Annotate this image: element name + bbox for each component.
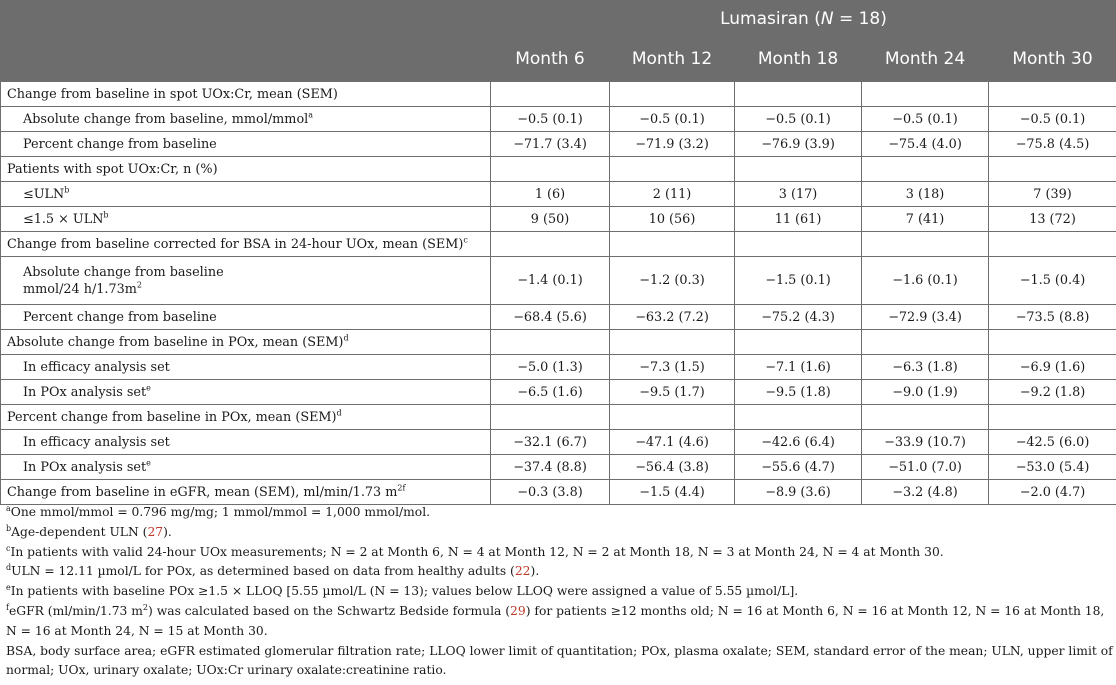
table-cell: 7 (41) — [862, 207, 989, 232]
table-cell: −42.5 (6.0) — [989, 430, 1116, 455]
table-cell: 3 (18) — [862, 182, 989, 207]
table-cell: 13 (72) — [989, 207, 1116, 232]
row-label: Absolute change from baseline mmol/24 $h/1.73m^2$ — [1, 257, 491, 305]
table-cell: −72.9 (3.4) — [862, 305, 989, 330]
table-row — [1, 257, 1116, 305]
table-cell: −37.4 (8.8) — [491, 455, 610, 480]
table-cell: −0.5 (0.1) — [735, 107, 862, 132]
table-cell: −1.5 (0.4) — [989, 257, 1116, 305]
table-cell — [862, 330, 989, 355]
row-label: In efficacy analysis set — [1, 430, 491, 455]
table-cell — [989, 232, 1116, 257]
table-cell: −0.5 (0.1) — [862, 107, 989, 132]
row-label: Absolute change from baseline, mmol/mmol$^a$ — [1, 107, 491, 132]
table-cell: −6.3 (1.8) — [862, 355, 989, 380]
table-cell: −63.2 (7.2) — [610, 305, 735, 330]
table-row — [1, 82, 1116, 107]
table-cell: −75.8 (4.5) — [989, 132, 1116, 157]
table-row — [1, 405, 1116, 430]
table-cell — [735, 82, 862, 107]
table-cell: −56.4 (3.8) — [610, 455, 735, 480]
table-cell: −75.4 (4.0) — [862, 132, 989, 157]
footnote-d: $^d$ULN = 12.11 µmol/L for POx, as determined based on data from healthy adults (22). — [6, 563, 540, 579]
table-cell: −6.5 (1.6) — [491, 380, 610, 405]
reference-link[interactable]: 22 — [514, 564, 531, 579]
table-cell: −0.3 (3.8) — [491, 480, 610, 505]
table-cell: −0.5 (0.1) — [491, 107, 610, 132]
table-row — [1, 305, 1116, 330]
row-label: $\le ULN^b$ — [1, 182, 491, 207]
row-label: Absolute change from baseline in POx, mean (SEM)$^d$ — [1, 330, 491, 355]
footnote-e: $^e$In patients with baseline POx ≥1.5 × LLOQ [5.55 µmol/L (N = 13); values below LLOQ were assigned a value of 5.55 µmol/L]. — [6, 583, 799, 599]
table-cell — [735, 232, 862, 257]
table-cell: 9 (50) — [491, 207, 610, 232]
row-label: In efficacy analysis set — [1, 355, 491, 380]
footnote-c: $^c$In patients with valid 24-hour UOx measurements; N = 2 at Month 6, N = 4 at Month 12, N = 2 at Month 18, N = 3 at Month 24, N = 4 at Month 30. — [6, 543, 944, 559]
row-label: Change from baseline in spot UOx:Cr, mean (SEM) — [1, 82, 491, 107]
table-cell: −71.9 (3.2) — [610, 132, 735, 157]
table-row — [1, 207, 1116, 232]
table-cell: −6.9 (1.6) — [989, 355, 1116, 380]
table-cell: −9.0 (1.9) — [862, 380, 989, 405]
table-cell: 7 (39) — [989, 182, 1116, 207]
table-cell — [491, 405, 610, 430]
table-cell: 3 (17) — [735, 182, 862, 207]
table-row — [1, 480, 1116, 505]
table-cell: −1.5 (4.4) — [610, 480, 735, 505]
row-label: Percent change from baseline — [1, 305, 491, 330]
table-cell — [989, 82, 1116, 107]
table-row — [1, 132, 1116, 157]
column-header: Month 30 — [989, 38, 1116, 82]
column-header: Month 24 — [862, 38, 989, 82]
table-cell: −47.1 (4.6) — [610, 430, 735, 455]
table-cell: −1.5 (0.1) — [735, 257, 862, 305]
table-row — [1, 355, 1116, 380]
table-cell: 10 (56) — [610, 207, 735, 232]
table-row — [1, 430, 1116, 455]
table-cell: −1.6 (0.1) — [862, 257, 989, 305]
table-cell — [735, 330, 862, 355]
table-row — [1, 107, 1116, 132]
table-cell: −7.1 (1.6) — [735, 355, 862, 380]
table-row — [1, 330, 1116, 355]
table-cell — [862, 82, 989, 107]
footnote-f: $^f$eGFR (ml/min/1.73 $m^2$) was calculated based on the Schwartz Bedside formula (29) for patients ≥12 months old; N = 16 at Month 6, N = 16 at Month 12, N = 16 at Month 18, N = 16 at Month 24, N = 15 at Month 30. — [6, 602, 1105, 638]
table-cell — [862, 232, 989, 257]
table-cell: −53.0 (5.4) — [989, 455, 1116, 480]
table-cell: −76.9 (3.9) — [735, 132, 862, 157]
table-cell — [989, 330, 1116, 355]
column-header: Month 18 — [735, 38, 862, 82]
table-cell: −32.1 (6.7) — [491, 430, 610, 455]
row-label: Change from baseline corrected for BSA in 24-hour UOx, mean (SEM)$^c$ — [1, 232, 491, 257]
column-header: Month 6 — [491, 38, 610, 82]
table-cell — [491, 232, 610, 257]
table-cell: −55.6 (4.7) — [735, 455, 862, 480]
table-cell — [862, 157, 989, 182]
row-label: $\le 1.5 \times ULN^b$ — [1, 207, 491, 232]
table-row — [1, 157, 1116, 182]
table-cell: −33.9 (10.7) — [862, 430, 989, 455]
table-cell — [610, 330, 735, 355]
table-cell: −9.5 (1.7) — [610, 380, 735, 405]
row-label: Patients with spot UOx:Cr, n (%) — [1, 157, 491, 182]
footnotes — [6, 503, 1114, 681]
table-cell: −9.2 (1.8) — [989, 380, 1116, 405]
table-cell: 1 (6) — [491, 182, 610, 207]
table-cell: −7.3 (1.5) — [610, 355, 735, 380]
table-cell: −3.2 (4.8) — [862, 480, 989, 505]
table-cell: −0.5 (0.1) — [610, 107, 735, 132]
table-cell — [989, 405, 1116, 430]
table-cell — [862, 405, 989, 430]
table-cell: −2.0 (4.7) — [989, 480, 1116, 505]
reference-link[interactable]: 29 — [510, 603, 526, 618]
row-label: Change from baseline in eGFR, mean (SEM), ml/min/1.73 $m^{2f}$ — [1, 480, 491, 505]
table-cell: −5.0 (1.3) — [491, 355, 610, 380]
table-cell: −42.6 (6.4) — [735, 430, 862, 455]
table-cell: −1.4 (0.1) — [491, 257, 610, 305]
footnote-b: $^b$Age-dependent ULN (27). — [6, 523, 172, 539]
table-cell: −9.5 (1.8) — [735, 380, 862, 405]
table-row — [1, 232, 1116, 257]
table-cell: −71.7 (3.4) — [491, 132, 610, 157]
table-cell — [989, 157, 1116, 182]
table-row — [1, 182, 1116, 207]
table-row — [1, 455, 1116, 480]
row-label: Percent change from baseline in POx, mean (SEM)$^d$ — [1, 405, 491, 430]
table-cell — [735, 405, 862, 430]
table-cell — [491, 330, 610, 355]
table-cell — [491, 157, 610, 182]
table-cell: 11 (61) — [735, 207, 862, 232]
column-header: Month 12 — [610, 38, 735, 82]
table-cell — [735, 157, 862, 182]
footnote-a: $^a$One mmol/mmol = 0.796 mg/mg; 1 mmol/mmol = 1,000 mmol/mol. — [6, 503, 431, 519]
table-cell: −73.5 (8.8) — [989, 305, 1116, 330]
table-cell: −68.4 (5.6) — [491, 305, 610, 330]
table-cell: −1.2 (0.3) — [610, 257, 735, 305]
table-row — [1, 380, 1116, 405]
table-cell: −8.9 (3.6) — [735, 480, 862, 505]
table-cell: −75.2 (4.3) — [735, 305, 862, 330]
table-cell — [491, 82, 610, 107]
table-cell: −51.0 (7.0) — [862, 455, 989, 480]
table-cell: −0.5 (0.1) — [989, 107, 1116, 132]
header-blank-cell — [1, 1, 491, 82]
footnote-abbreviations: BSA, body surface area; eGFR estimated glomerular filtration rate; LLOQ lower limit of quantitation; POx, plasma oxalate; SEM, standard error of the mean; ULN, upper limit of normal; UOx, urinary oxalate; UOx:Cr urinary oxalate:creatinine ratio. — [6, 643, 1113, 678]
table-cell — [610, 405, 735, 430]
table-cell — [610, 82, 735, 107]
reference-link[interactable]: 27 — [147, 524, 164, 539]
row-label: Percent change from baseline — [1, 132, 491, 157]
group-header: Lumasiran (N = 18) — [491, 1, 1116, 38]
table-cell: 2 (11) — [610, 182, 735, 207]
row-label: In POx analysis set$^e$ — [1, 380, 491, 405]
table-cell — [610, 232, 735, 257]
row-label: In POx analysis set$^e$ — [1, 455, 491, 480]
table-cell — [610, 157, 735, 182]
